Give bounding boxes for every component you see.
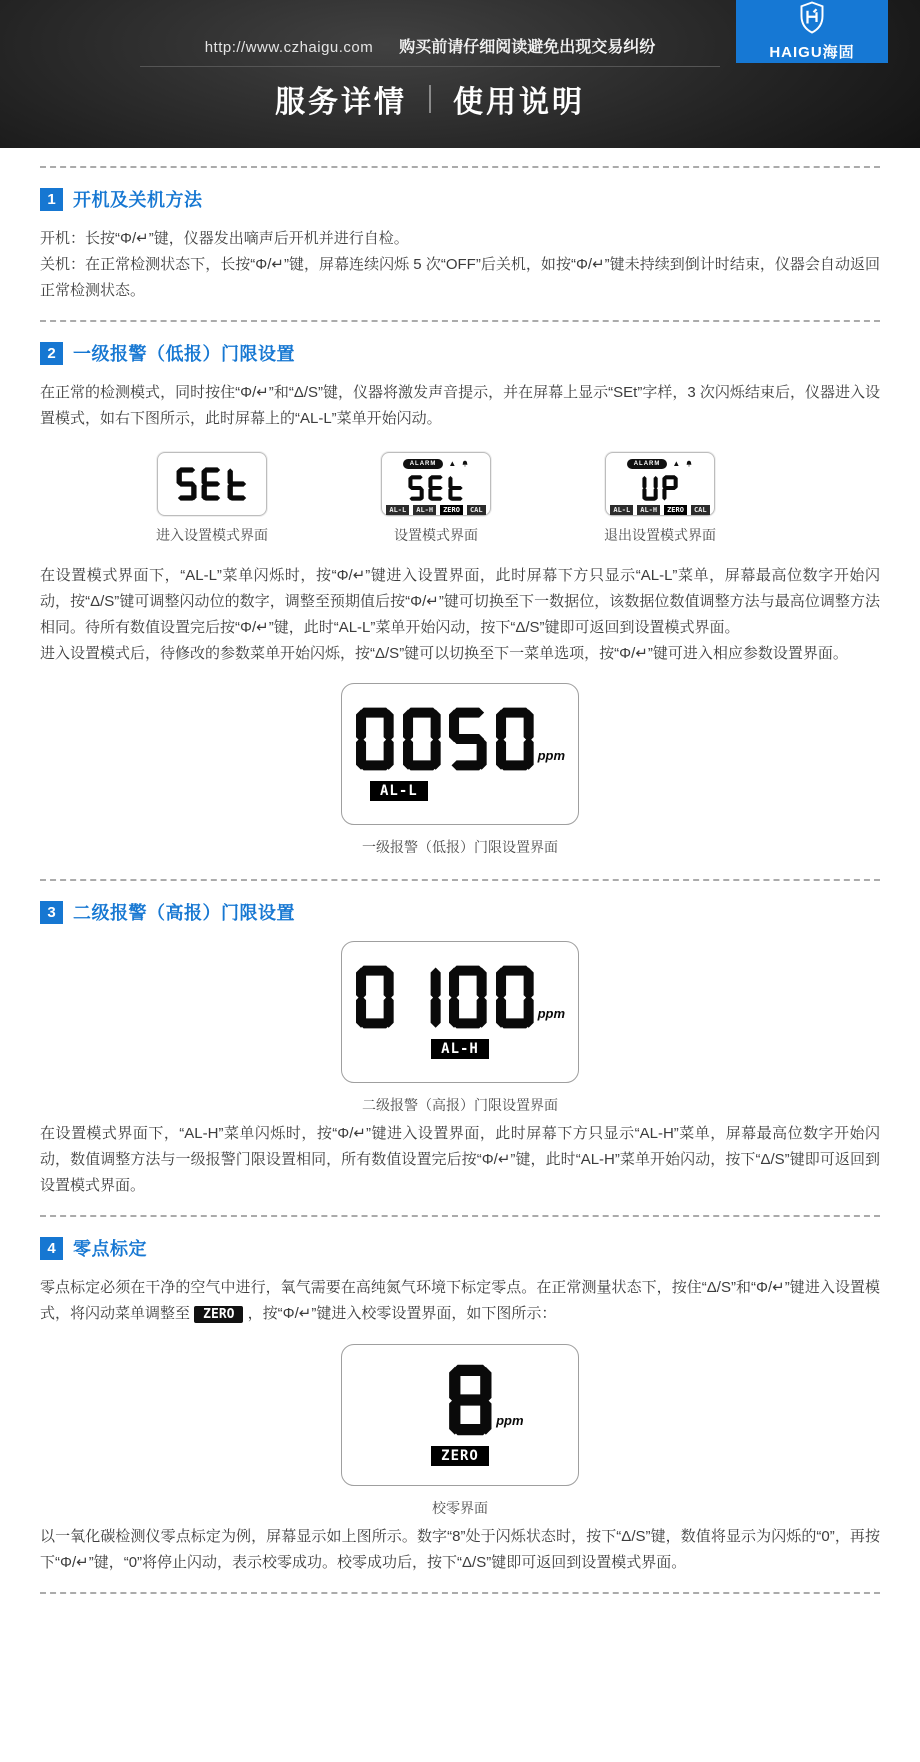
- section-number-badge: 1: [40, 188, 63, 211]
- ppm-unit: ppm: [537, 748, 566, 763]
- section-power-on-off: [40, 168, 880, 320]
- paragraph: 开机：长按“Φ/↵”键，仪器发出嘀声后开机并进行自检。: [40, 230, 409, 247]
- section-title: 二级报警（高报）门限设置: [73, 903, 295, 923]
- menu-badge-al-l: AL-L: [610, 505, 633, 515]
- lcd-screen-small: [605, 452, 715, 516]
- alarm-triangle-icon: ▲: [672, 459, 681, 468]
- alarm-triangle-icon: ▲: [448, 459, 457, 468]
- lcd-digits: [176, 467, 247, 501]
- header-inner: [105, 0, 755, 121]
- inline-zero-badge: ZERO: [194, 1306, 243, 1323]
- menu-badge-al-h: AL-H: [413, 505, 436, 515]
- lcd-digits: [408, 475, 464, 501]
- menu-badge-cal: CAL: [467, 505, 486, 515]
- shield-icon: [797, 1, 827, 39]
- lcd-badge-zero: ZERO: [431, 1446, 489, 1466]
- lcd-screen-large: [341, 683, 579, 825]
- section-low-alarm-setting: [40, 322, 880, 879]
- page-header: [0, 0, 920, 148]
- page-title-right: 使用说明: [453, 86, 585, 119]
- lcd-digits: [642, 475, 678, 501]
- lcd-caption: 退出设置模式界面: [604, 527, 716, 543]
- lcd-badge-al-l: AL-L: [370, 781, 428, 801]
- lcd-cell-enter-setup: [156, 452, 268, 545]
- lcd-caption: 一级报警（低报）门限设置界面: [362, 839, 558, 855]
- lcd-menu-row: [610, 505, 709, 515]
- section-title: 零点标定: [73, 1239, 147, 1259]
- lcd-screen-large: [341, 941, 579, 1083]
- alarm-indicator: ALARM: [627, 459, 668, 469]
- paragraph: 在设置模式界面下，“AL-L”菜单闪烁时，按“Φ/↵”键进入设置界面，此时屏幕下方只显示“AL-L”菜单，屏幕最高位数字开始闪动，按“Δ/S”键可调整闪动位的数字，调整至预期值后按“Φ/↵”键可切换至下一数据位，该数据位数值调整方法与最高位调整方法相同。待所有数值设置完后按“Φ/↵”键，此时“AL-L”菜单开始闪动，按下“Δ/S”键即可返回到设置模式界面。: [40, 567, 880, 636]
- paragraph: 关机：在正常检测状态下，长按“Φ/↵”键，屏幕连续闪烁 5 次“OFF”后关机，如按“Φ/↵”键未持续到倒计时结束，仪器会自动返回正常检测状态。: [40, 256, 880, 299]
- site-url: http://www.czhaigu.com: [204, 39, 374, 56]
- lcd-caption: 进入设置模式界面: [156, 527, 268, 543]
- menu-badge-al-l: AL-L: [386, 505, 409, 515]
- lcd-cell-exit-setup: [604, 452, 716, 545]
- ppm-unit: ppm: [537, 1006, 566, 1021]
- buzzer-icon: [461, 455, 469, 473]
- section-high-alarm-setting: [40, 881, 880, 1215]
- lcd-thumbnail-row: [156, 452, 716, 545]
- lcd-screen-small: [157, 452, 267, 516]
- page-title-left: 服务详情: [275, 86, 407, 119]
- menu-badge-zero: ZERO: [664, 505, 687, 515]
- section-title: 开机及关机方法: [73, 190, 203, 210]
- paragraph: 以一氧化碳检测仪零点标定为例，屏幕显示如上图所示。数字“8”处于闪烁状态时，按下“Δ/S”键，数值将显示为闪烁的“0”，再按下“Φ/↵”键，“0”将停止闪动，表示校零成功。校零成功后，按下“Δ/S”键即可返回到设置模式界面。: [40, 1528, 880, 1571]
- paragraph-text: 零点标定必须在干净的空气中进行，氧气需要在高纯氮气环境下标定零点。在正常测量状态下，按住“Δ/S”和“Φ/↵”键进入设置模式，将闪动菜单调整至: [40, 1279, 880, 1322]
- menu-badge-zero: ZERO: [440, 505, 463, 515]
- lcd-badge-al-h: AL-H: [431, 1039, 489, 1059]
- lcd-caption: 设置模式界面: [394, 527, 478, 543]
- paragraph: 进入设置模式后，待修改的参数菜单开始闪烁，按“Δ/S”键可以切换至下一菜单选项，按“Φ/↵”键可进入相应参数设置界面。: [40, 645, 848, 662]
- paragraph: 在设置模式界面下，“AL-H”菜单闪烁时，按“Φ/↵”键进入设置界面，此时屏幕下方只显示“AL-H”菜单，屏幕最高位数字开始闪动，数值调整方法与一级报警门限设置相同，所有数值设置完后按“Φ/↵”键，此时“AL-H”菜单开始闪动，按下“Δ/S”键即可返回到设置模式界面。: [40, 1125, 880, 1194]
- brand-name: HAIGU海固: [769, 44, 855, 61]
- lcd-caption: 校零界面: [432, 1500, 488, 1516]
- lcd-digits: [355, 707, 535, 771]
- buzzer-icon: [685, 455, 693, 473]
- section-number-badge: 2: [40, 342, 63, 365]
- alarm-indicator: ALARM: [403, 459, 444, 469]
- paragraph-text: ，按“Φ/↵”键进入校零设置界面，如下图所示：: [243, 1305, 557, 1322]
- lcd-screen-small: [381, 452, 491, 516]
- lcd-figure-zero: [40, 1344, 880, 1518]
- paragraph: [40, 1275, 880, 1328]
- section-zero-calibration: [40, 1217, 880, 1592]
- menu-badge-al-h: AL-H: [637, 505, 660, 515]
- page-title: [105, 77, 755, 121]
- lcd-digits: [448, 1364, 493, 1436]
- section-title: 一级报警（低报）门限设置: [73, 344, 295, 364]
- section-number-badge: 3: [40, 901, 63, 924]
- dashed-divider: [40, 1592, 880, 1594]
- lcd-figure-high-alarm: [40, 941, 880, 1115]
- purchase-notice: 购买前请仔细阅读避免出现交易纠纷: [399, 39, 656, 56]
- lcd-menu-row: [386, 505, 485, 515]
- section-number-badge: 4: [40, 1237, 63, 1260]
- lcd-caption: 二级报警（高报）门限设置界面: [362, 1097, 558, 1113]
- lcd-cell-setup-mode: [381, 452, 491, 545]
- lcd-screen-large: [341, 1344, 579, 1486]
- menu-badge-cal: CAL: [691, 505, 710, 515]
- lcd-figure-low-alarm: [40, 683, 880, 857]
- header-rule: [140, 66, 720, 67]
- title-separator: [429, 85, 431, 113]
- paragraph: 在正常的检测模式，同时按住“Φ/↵”和“Δ/S”键，仪器将激发声音提示，并在屏幕上显示“SEt”字样，3 次闪烁结束后，仪器进入设置模式，如右下图所示，此时屏幕上的“AL-L”菜单开始闪动。: [40, 384, 880, 427]
- ppm-unit: ppm: [496, 1413, 524, 1428]
- lcd-digits: [355, 965, 535, 1029]
- content: [0, 148, 920, 1594]
- brand-logo: [736, 0, 888, 63]
